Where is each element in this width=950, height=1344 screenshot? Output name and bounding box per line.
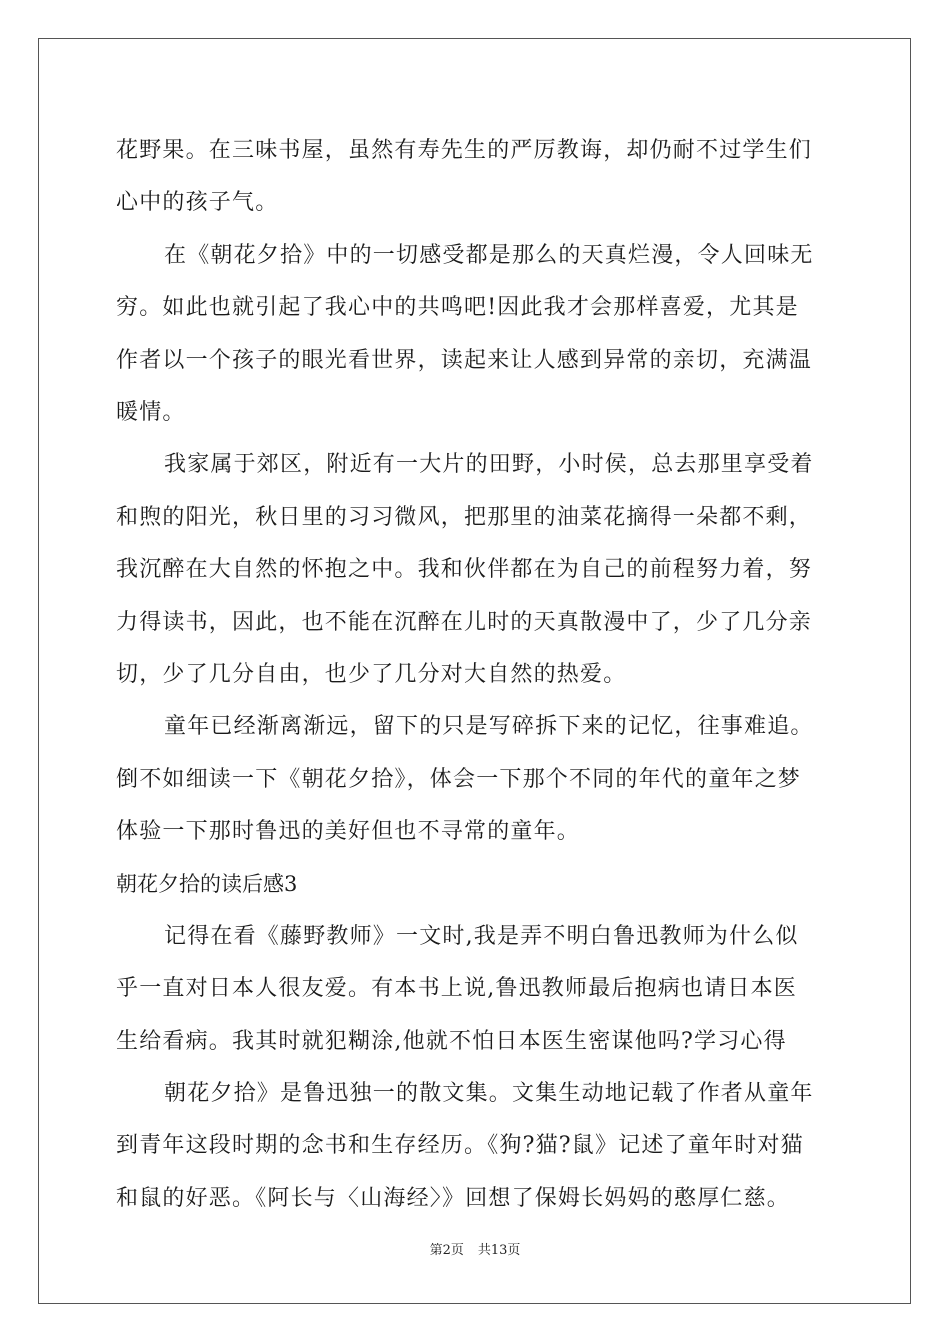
text-line: 体验一下那时鲁迅的美好但也不寻常的童年。	[116, 819, 581, 845]
text-line: 暖情。	[116, 399, 186, 425]
paragraph-start: 朝花夕拾》是鲁迅独一的散文集。文集生动地记载了作者从童年	[164, 1081, 814, 1107]
page-number: 第2页	[429, 1243, 464, 1258]
section-heading: 朝花夕拾的读后感3	[116, 872, 298, 897]
paragraph-start: 我家属于郊区，附近有一大片的田野，小时侯，总去那里享受着	[164, 452, 814, 478]
text-line: 倒不如细读一下《朝花夕拾》，体会一下那个不同的年代的童年之梦	[116, 766, 802, 792]
page-footer	[0, 1242, 950, 1260]
text-line: 和煦的阳光，秋日里的习习微风，把那里的油菜花摘得一朵都不剩，	[116, 504, 813, 530]
text-line: 心中的孩子气。	[116, 190, 279, 216]
text-line: 乎一直对日本人很友爱。有本书上说,鲁迅教师最后抱病也请日本医	[116, 976, 797, 1002]
text-line: 作者以一个孩子的眼光看世界，读起来让人感到异常的亲切，充满温	[116, 347, 813, 373]
paragraph-start: 记得在看《藤野教师》一文时,我是弄不明白鲁迅教师为什么似	[164, 923, 799, 949]
text-line: 切，少了几分自由，也少了几分对大自然的热爱。	[116, 661, 627, 687]
text-line: 穷。如此也就引起了我心中的共鸣吧!因此我才会那样喜爱，尤其是	[116, 295, 799, 321]
document-body	[116, 125, 836, 1225]
text-line: 我沉醉在大自然的怀抱之中。我和伙伴都在为自己的前程努力着，努	[116, 557, 813, 583]
text-line: 到青年这段时期的念书和生存经历。《狗?猫?鼠》记述了童年时对猫	[116, 1133, 804, 1159]
text-line: 花野果。在三味书屋，虽然有寿先生的严厉教诲，却仍耐不过学生们	[116, 138, 813, 163]
text-line: 力得读书，因此，也不能在沉醉在儿时的天真散漫中了，少了几分亲	[116, 609, 813, 635]
paragraph-start: 童年已经渐离渐远，留下的只是写碎拆下来的记忆，往事难追。	[164, 714, 814, 740]
paragraph-start: 在《朝花夕拾》中的一切感受都是那么的天真烂漫，令人回味无	[164, 242, 814, 268]
page-total: 共13页	[477, 1243, 521, 1258]
text-line: 和鼠的好恶。《阿长与〈山海经〉》回想了保姆长妈妈的憨厚仁慈。	[116, 1185, 791, 1211]
text-line: 生给看病。我其时就犯糊涂,他就不怕日本医生密谋他吗?学习心得	[116, 1028, 787, 1054]
